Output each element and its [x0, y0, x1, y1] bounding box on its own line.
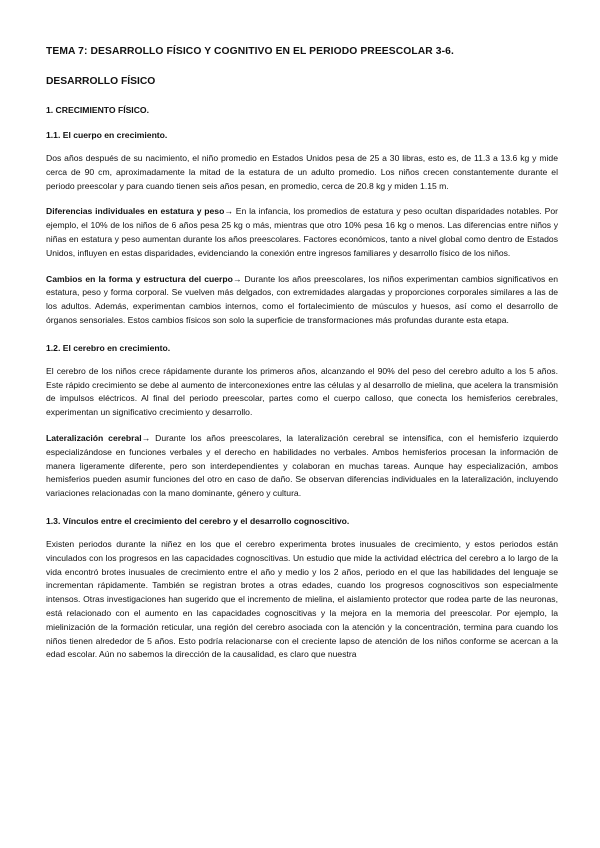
paragraph-cerebro-crecimiento: El cerebro de los niños crece rápidamente durante los primeros años, alcanzando el 90% del peso del cerebro adulto a los 5 años. Este rápido crecimiento se debe al aumento de interconexiones entre las células y al desarrollo de mielina, que acelera la transmisión de impulsos eléctricos. Al final del periodo preescolar, partes como el cuerpo calloso, que conecta los hemisferios cerebrales, experimentan un significativo crecimiento y desarrollo.: [46, 365, 558, 418]
paragraph-lead: Diferencias individuales en estatura y peso: [46, 206, 225, 217]
section-title: DESARROLLO FÍSICO: [46, 76, 156, 87]
paragraph-cuerpo-crecimiento: Dos años después de su nacimiento, el niño promedio en Estados Unidos pesa de 25 a 30 libras, esto es, de 11.3 a 13.6 kg y mide cerca de 90 cm, aproximadamente la mitad de la estatura de un adulto promedio. Los niños crecen constantemente durante el periodo preescolar y para cuando tienen seis años pesan, en promedio, cerca de 20.8 kg y miden 1.15 m.: [46, 153, 558, 191]
subheading-cuerpo-crecimiento: 1.1. El cuerpo en crecimiento.: [46, 130, 168, 140]
paragraph-body: → En la infancia, los promedios de estatura y peso ocultan disparidades notables. Por ejemplo, el 10% de los niños de 6 años pesa 25 kg o más, mientras que otro 10% pesa 16 kg o menos. Las diferencias entre niños y niñas en estatura y peso aumentan durante los años preescolares. Factores económicos, tanto a nivel global como dentro de Estados Unidos, influyen en estas disparidades, evidenciando la conexión entre ingresos familiares y desarrollo físico de los niños.: [46, 206, 558, 258]
heading-crecimiento-fisico: 1. CRECIMIENTO FÍSICO.: [46, 105, 149, 115]
paragraph-body: → Durante los años preescolares, la lateralización cerebral se intensifica, con el hemisferio izquierdo especializándose en funciones verbales y el derecho en habilidades no verbales. Ambos hemisferios procesan la información de manera ligeramente diferente, pero son interdependientes y colaboran en muchas tareas. Aunque hay especialización, ambos hemisferios pueden asumir funciones del otro en caso de daño. Se observan diferencias individuales en la lateralización, incluyendo variaciones relacionadas con la mano dominante, género y cultura.: [46, 432, 558, 499]
paragraph-body: → Durante los años preescolares, los niños experimentan cambios significativos en estatura, peso y forma corporal. Se vuelven más delgados, con extremidades alargadas y proporciones corporales similares a las de los adultos. Además, experimentan cambios internos, como el fortalecimiento de músculos y huesos, así como el desarrollo de órganos sensoriales. Estos cambios físicos son solo la superficie de transformaciones más profundas durante esta etapa.: [46, 273, 558, 325]
document-title: TEMA 7: DESARROLLO FÍSICO Y COGNITIVO EN EL PERIODO PREESCOLAR 3-6.: [46, 46, 454, 57]
paragraph-lead: Lateralización cerebral: [46, 432, 142, 443]
paragraph-vinculos-cerebro: Existen periodos durante la niñez en los que el cerebro experimenta brotes inusuales de crecimiento, y estos periodos están vinculados con los progresos en las capacidades cognoscitivas. Un estudio que mide la actividad eléctrica del cerebro a lo largo de la vida encontró brotes inusuales de crecimiento entre el año y medio y los 2 años, periodo en el que las habilidades del lenguaje se incrementan rápidamente. También se registran brotes a otras edades, cuando los progresos cognoscitivos son especialmente intensos. Otras investigaciones han sugerido que el incremento de mielina, el aislamiento protector que rodea parte de las neuronas, está relacionado con el aumento en las capacidades cognoscitivas y la mejora en la memoria del preescolar. Por ejemplo, la mielinización de la formación reticular, una región del cerebro asociada con la atención y la concentración, termina para cuando los niños tienen alrededor de 5 años. Esto podría relacionarse con el creciente lapso de atención de los niños conforme se acercan a la edad escolar. Aún no sabemos la dirección de la causalidad, es claro que nuestra: [46, 538, 558, 660]
paragraph-diferencias-individuales: [46, 205, 558, 260]
paragraph-cambios-forma: [46, 273, 558, 328]
subheading-vinculos-cerebro: 1.3. Vínculos entre el crecimiento del cerebro y el desarrollo cognoscitivo.: [46, 515, 350, 526]
subheading-cerebro-crecimiento: 1.2. El cerebro en crecimiento.: [46, 342, 171, 353]
paragraph-lead: Cambios en la forma y estructura del cuerpo: [46, 273, 233, 284]
paragraph-lateralizacion: [46, 432, 558, 501]
